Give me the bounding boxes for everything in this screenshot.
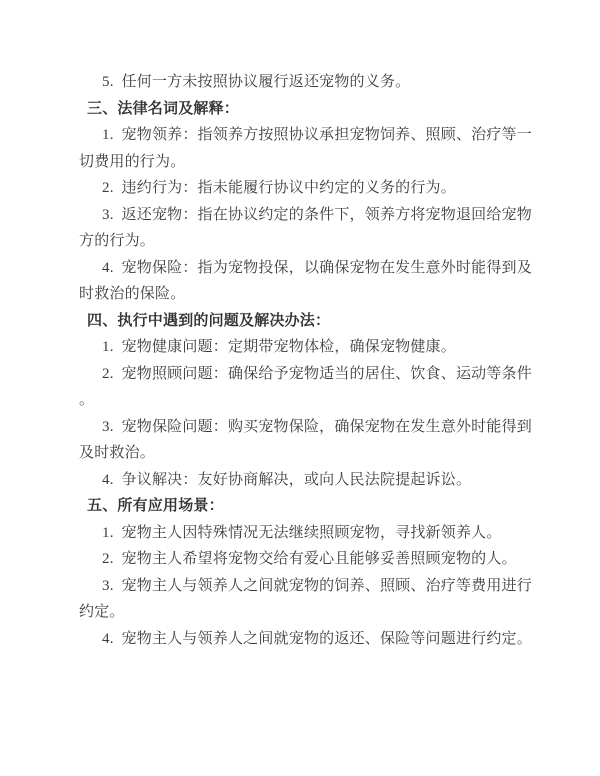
list-item-line: 3. 宠物主人与领养人之间就宠物的饲养、照顾、治疗等费用进行 [102, 577, 532, 594]
continuation-line: 约定。 [79, 604, 125, 620]
list-item-line: 1. 宠物健康问题：定期带宠物体检，确保宠物健康。 [102, 339, 456, 355]
continuation-line: 方的行为。 [79, 233, 156, 249]
heading-section-4: 四、执行中遇到的问题及解决办法： [87, 312, 331, 329]
list-item-line: 3. 宠物保险问题：购买宠物保险，确保宠物在发生意外时能得到 [102, 418, 532, 435]
continuation-line: 切费用的行为。 [79, 153, 186, 170]
list-item-line: 4. 争议解决：友好协商解决，或向人民法院提起诉讼。 [102, 471, 472, 488]
continuation-line: 时救治的保险。 [79, 286, 186, 302]
list-item-line: 1. 宠物领养：指领养方按照协议承担宠物饲养、照顾、治疗等一 [102, 127, 532, 143]
list-item-line: 1. 宠物主人因特殊情况无法继续照顾宠物，寻找新领养人。 [102, 524, 502, 541]
list-item-line: 2. 违约行为：指未能履行协议中约定的义务的行为。 [102, 180, 456, 196]
list-item-line: 4. 宠物主人与领养人之间就宠物的返还、保险等问题进行约定。 [102, 630, 532, 647]
list-item-line: 3. 返还宠物：指在协议约定的条件下，领养方将宠物退回给宠物 [102, 206, 532, 223]
list-item-line: 2. 宠物主人希望将宠物交给有爱心且能够妥善照顾宠物的人。 [102, 551, 517, 567]
heading-section-5: 五、所有应用场景： [87, 498, 224, 514]
list-item-line: 5. 任何一方未按照协议履行返还宠物的义务。 [102, 74, 411, 90]
heading-section-3: 三、法律名词及解释： [87, 100, 240, 117]
continuation-line: 及时救治。 [79, 445, 156, 461]
list-item-line: 4. 宠物保险：指为宠物投保，以确保宠物在发生意外时能得到及 [102, 259, 532, 276]
list-item-line: 2. 宠物照顾问题：确保给予宠物适当的居住、饮食、运动等条件 [102, 365, 532, 382]
continuation-line: 。 [79, 392, 95, 408]
